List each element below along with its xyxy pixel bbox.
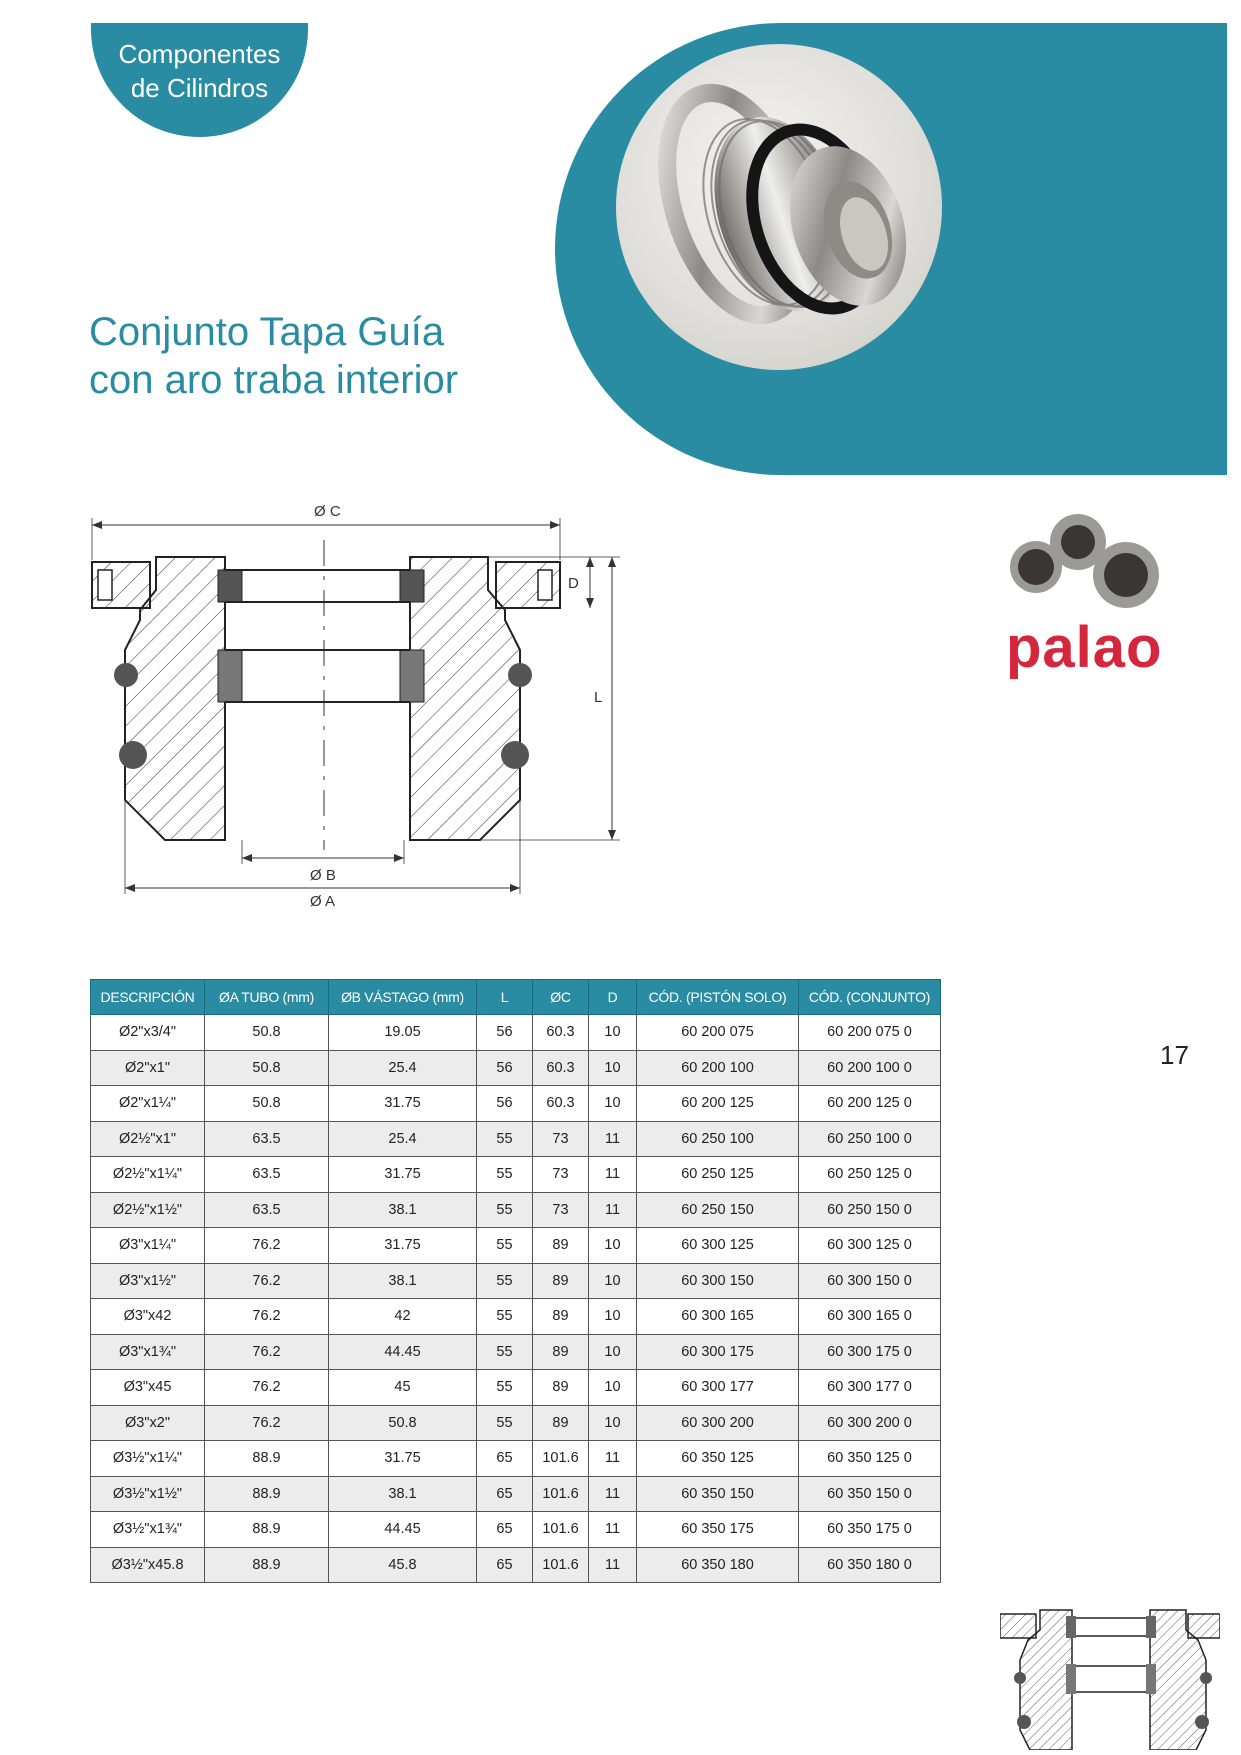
- table-cell: 50.8: [205, 1015, 329, 1051]
- table-cell: 55: [477, 1192, 533, 1228]
- table-cell: 10: [589, 1263, 637, 1299]
- table-cell: 38.1: [329, 1263, 477, 1299]
- table-cell: 38.1: [329, 1192, 477, 1228]
- col-header-piston: CÓD. (PISTÓN SOLO): [637, 980, 799, 1015]
- table-cell: 65: [477, 1512, 533, 1548]
- table-cell: 60 250 100: [637, 1121, 799, 1157]
- table-cell: 38.1: [329, 1476, 477, 1512]
- table-cell: 10: [589, 1299, 637, 1335]
- table-cell: 50.8: [329, 1405, 477, 1441]
- table-row: [91, 1441, 941, 1477]
- page-title-line2: con aro traba interior: [89, 358, 459, 402]
- technical-drawing: [80, 495, 640, 935]
- table-cell: 88.9: [205, 1441, 329, 1477]
- table-cell: Ø2½"x1": [91, 1121, 205, 1157]
- table-cell: 60 300 165: [637, 1299, 799, 1335]
- table-cell: 45.8: [329, 1547, 477, 1583]
- dim-label-dia-a: Ø A: [310, 893, 336, 910]
- table-row: [91, 1121, 941, 1157]
- thumbnail-drawing: [1000, 1600, 1220, 1750]
- table-cell: 65: [477, 1547, 533, 1583]
- page-title: [89, 308, 458, 404]
- table-cell: 10: [589, 1370, 637, 1406]
- table-cell: 55: [477, 1228, 533, 1264]
- table-cell: 60 250 125 0: [799, 1157, 941, 1193]
- section-tab-line1: Componentes: [118, 39, 281, 69]
- table-row: [91, 1192, 941, 1228]
- table-cell: 76.2: [205, 1228, 329, 1264]
- table-cell: 73: [533, 1121, 589, 1157]
- table-cell: 76.2: [205, 1263, 329, 1299]
- table-cell: 31.75: [329, 1441, 477, 1477]
- table-cell: 60 300 200: [637, 1405, 799, 1441]
- table-cell: 73: [533, 1157, 589, 1193]
- table-cell: 10: [589, 1405, 637, 1441]
- table-cell: 60 300 177: [637, 1370, 799, 1406]
- table-cell: 76.2: [205, 1334, 329, 1370]
- table-cell: 10: [589, 1015, 637, 1051]
- table-cell: 60 300 165 0: [799, 1299, 941, 1335]
- table-cell: 25.4: [329, 1121, 477, 1157]
- table-header-row: [91, 980, 941, 1015]
- table-cell: 10: [589, 1228, 637, 1264]
- table-cell: 60.3: [533, 1086, 589, 1122]
- brand-name: palao: [1006, 615, 1163, 680]
- table-cell: 60 300 175: [637, 1334, 799, 1370]
- table-cell: 73: [533, 1192, 589, 1228]
- table-cell: 11: [589, 1547, 637, 1583]
- table-cell: Ø3"x1¼": [91, 1228, 205, 1264]
- table-cell: 65: [477, 1441, 533, 1477]
- table-cell: 25.4: [329, 1050, 477, 1086]
- table-row: [91, 1050, 941, 1086]
- table-cell: 50.8: [205, 1050, 329, 1086]
- table-cell: 60 300 175 0: [799, 1334, 941, 1370]
- palao-logo-icon: [1010, 512, 1170, 622]
- table-cell: 60 200 075: [637, 1015, 799, 1051]
- spec-table: [90, 979, 941, 1583]
- col-header-conjunto: CÓD. (CONJUNTO): [799, 980, 941, 1015]
- table-cell: 88.9: [205, 1476, 329, 1512]
- table-cell: 44.45: [329, 1512, 477, 1548]
- table-cell: 63.5: [205, 1157, 329, 1193]
- table-cell: Ø3½"x1¾": [91, 1512, 205, 1548]
- table-cell: Ø3"x42: [91, 1299, 205, 1335]
- table-cell: 55: [477, 1370, 533, 1406]
- table-cell: 63.5: [205, 1192, 329, 1228]
- page-title-line1: Conjunto Tapa Guía: [89, 310, 445, 354]
- table-cell: 89: [533, 1370, 589, 1406]
- table-cell: Ø3"x2": [91, 1405, 205, 1441]
- table-cell: 11: [589, 1121, 637, 1157]
- table-cell: 11: [589, 1512, 637, 1548]
- table-row: [91, 1086, 941, 1122]
- dim-label-l: L: [594, 689, 603, 706]
- table-cell: 11: [589, 1157, 637, 1193]
- table-row: [91, 1157, 941, 1193]
- table-cell: 10: [589, 1334, 637, 1370]
- table-cell: 60 250 150: [637, 1192, 799, 1228]
- table-cell: 101.6: [533, 1547, 589, 1583]
- table-cell: 89: [533, 1405, 589, 1441]
- table-cell: 60 200 100 0: [799, 1050, 941, 1086]
- table-cell: 55: [477, 1121, 533, 1157]
- table-cell: Ø2"x1¼": [91, 1086, 205, 1122]
- table-row: [91, 1512, 941, 1548]
- table-cell: 10: [589, 1086, 637, 1122]
- table-row: [91, 1299, 941, 1335]
- table-cell: 42: [329, 1299, 477, 1335]
- table-cell: 55: [477, 1334, 533, 1370]
- spec-table-body: [91, 1015, 941, 1583]
- table-cell: Ø3½"x1¼": [91, 1441, 205, 1477]
- table-row: [91, 1228, 941, 1264]
- table-cell: 60 300 177 0: [799, 1370, 941, 1406]
- table-cell: 89: [533, 1299, 589, 1335]
- table-cell: 55: [477, 1299, 533, 1335]
- dim-label-dia-b: Ø B: [310, 867, 336, 884]
- table-row: [91, 1476, 941, 1512]
- table-cell: 60 200 100: [637, 1050, 799, 1086]
- table-row: [91, 1370, 941, 1406]
- table-cell: 88.9: [205, 1547, 329, 1583]
- table-cell: 11: [589, 1192, 637, 1228]
- table-cell: 60 300 125 0: [799, 1228, 941, 1264]
- table-cell: 76.2: [205, 1370, 329, 1406]
- table-cell: 65: [477, 1476, 533, 1512]
- table-cell: 101.6: [533, 1476, 589, 1512]
- table-cell: 60 350 175: [637, 1512, 799, 1548]
- table-cell: 76.2: [205, 1405, 329, 1441]
- table-cell: 60 200 125: [637, 1086, 799, 1122]
- table-cell: Ø3"x1¾": [91, 1334, 205, 1370]
- table-cell: 45: [329, 1370, 477, 1406]
- col-header-l: L: [477, 980, 533, 1015]
- table-cell: 11: [589, 1441, 637, 1477]
- table-row: [91, 1334, 941, 1370]
- table-cell: 60 300 200 0: [799, 1405, 941, 1441]
- table-cell: 60 350 150: [637, 1476, 799, 1512]
- table-cell: 60 350 175 0: [799, 1512, 941, 1548]
- table-cell: Ø2½"x1½": [91, 1192, 205, 1228]
- table-cell: 31.75: [329, 1086, 477, 1122]
- dim-label-d: D: [568, 575, 579, 592]
- table-cell: 55: [477, 1157, 533, 1193]
- table-cell: 60 200 075 0: [799, 1015, 941, 1051]
- col-header-c: ØC: [533, 980, 589, 1015]
- table-row: [91, 1405, 941, 1441]
- table-cell: Ø3"x1½": [91, 1263, 205, 1299]
- table-cell: 60.3: [533, 1050, 589, 1086]
- table-cell: Ø2"x1": [91, 1050, 205, 1086]
- table-cell: Ø2½"x1¼": [91, 1157, 205, 1193]
- table-cell: 89: [533, 1263, 589, 1299]
- table-cell: 44.45: [329, 1334, 477, 1370]
- table-cell: 89: [533, 1334, 589, 1370]
- table-cell: 60 350 125: [637, 1441, 799, 1477]
- section-tab: [91, 23, 308, 137]
- table-cell: 60 250 150 0: [799, 1192, 941, 1228]
- table-cell: 50.8: [205, 1086, 329, 1122]
- table-cell: 63.5: [205, 1121, 329, 1157]
- table-cell: 60 350 180: [637, 1547, 799, 1583]
- table-cell: 10: [589, 1050, 637, 1086]
- table-cell: 89: [533, 1228, 589, 1264]
- table-row: [91, 1547, 941, 1583]
- table-cell: 60 350 125 0: [799, 1441, 941, 1477]
- table-cell: 11: [589, 1476, 637, 1512]
- table-cell: Ø3"x45: [91, 1370, 205, 1406]
- table-cell: 60 250 125: [637, 1157, 799, 1193]
- table-cell: 60 300 150 0: [799, 1263, 941, 1299]
- table-cell: 88.9: [205, 1512, 329, 1548]
- table-cell: 60 300 125: [637, 1228, 799, 1264]
- table-cell: Ø3½"x1½": [91, 1476, 205, 1512]
- col-header-d: D: [589, 980, 637, 1015]
- col-header-tubo: ØA TUBO (mm): [205, 980, 329, 1015]
- table-cell: 60 250 100 0: [799, 1121, 941, 1157]
- table-cell: 60 350 150 0: [799, 1476, 941, 1512]
- dim-label-dia-c: Ø C: [314, 503, 341, 520]
- table-cell: 56: [477, 1086, 533, 1122]
- table-cell: 31.75: [329, 1157, 477, 1193]
- table-cell: 101.6: [533, 1512, 589, 1548]
- table-cell: 31.75: [329, 1228, 477, 1264]
- table-cell: 60.3: [533, 1015, 589, 1051]
- table-cell: 19.05: [329, 1015, 477, 1051]
- table-cell: Ø2"x3/4": [91, 1015, 205, 1051]
- table-cell: 60 200 125 0: [799, 1086, 941, 1122]
- table-cell: 60 300 150: [637, 1263, 799, 1299]
- table-cell: 55: [477, 1263, 533, 1299]
- table-cell: 60 350 180 0: [799, 1547, 941, 1583]
- table-cell: Ø3½"x45.8: [91, 1547, 205, 1583]
- table-cell: 101.6: [533, 1441, 589, 1477]
- table-row: [91, 1015, 941, 1051]
- col-header-vastago: ØB VÁSTAGO (mm): [329, 980, 477, 1015]
- table-cell: 56: [477, 1015, 533, 1051]
- product-photo: [616, 44, 942, 370]
- table-cell: 76.2: [205, 1299, 329, 1335]
- col-header-descripcion: DESCRIPCIÓN: [91, 980, 205, 1015]
- table-cell: 56: [477, 1050, 533, 1086]
- table-row: [91, 1263, 941, 1299]
- section-tab-line2: de Cilindros: [130, 73, 269, 103]
- table-cell: 55: [477, 1405, 533, 1441]
- page-number: 17: [1160, 1040, 1189, 1070]
